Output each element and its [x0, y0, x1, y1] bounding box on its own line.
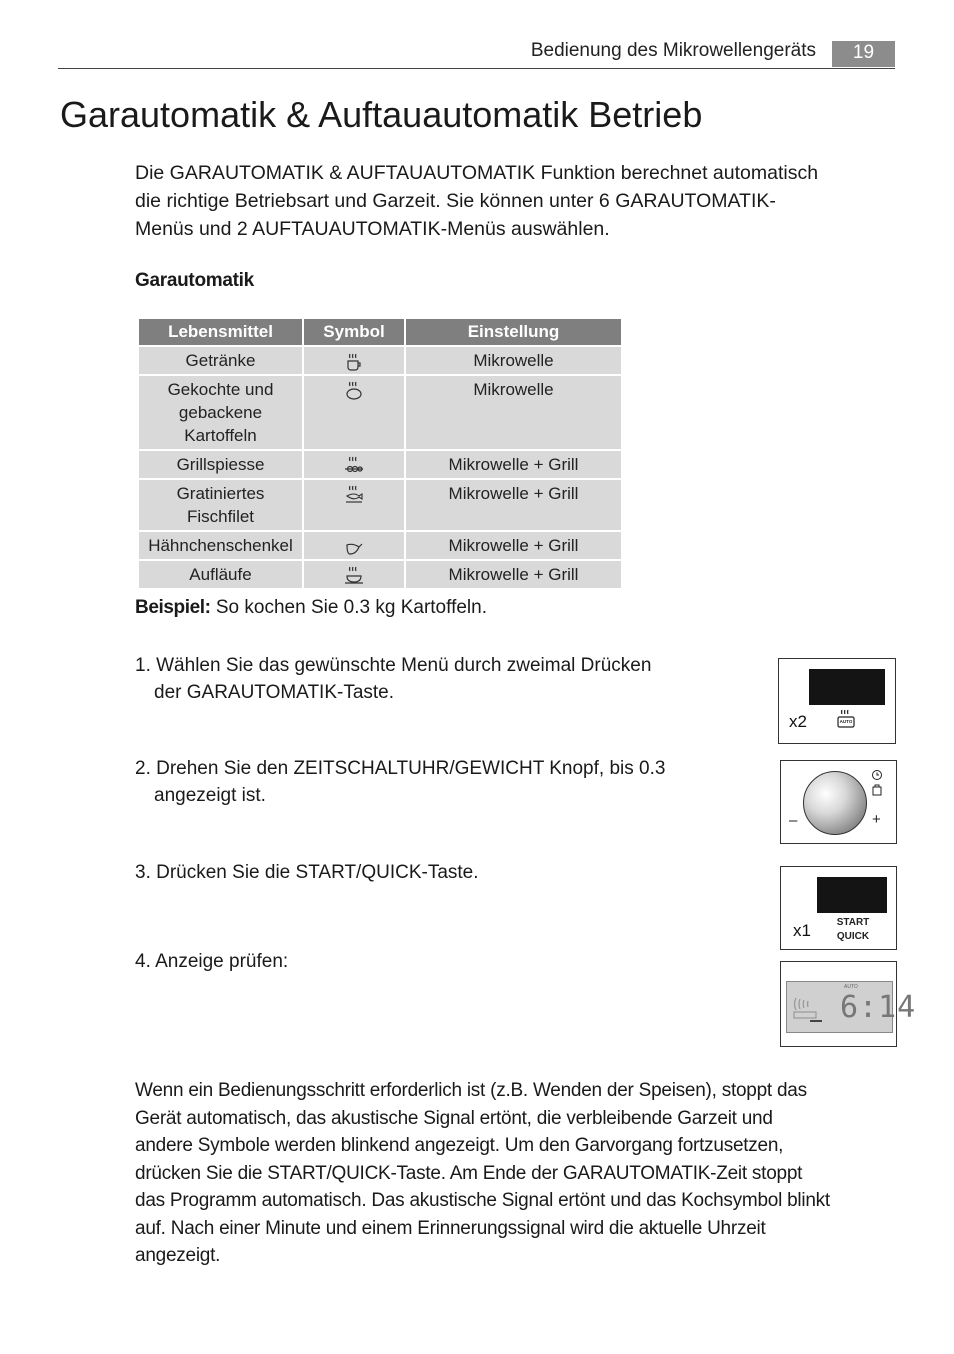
auto-button[interactable] [836, 709, 856, 729]
potato-icon [344, 381, 364, 401]
food-cell: Aufläufe [139, 561, 302, 588]
header-rule [58, 68, 895, 69]
sound-cook-icon [790, 994, 824, 1024]
auto-button-panel [778, 658, 896, 744]
table-row [139, 532, 621, 559]
timer-weight-knob[interactable] [803, 771, 867, 835]
auto-cook-table [137, 317, 623, 590]
setting-cell: Mikrowelle [406, 376, 621, 449]
column-header-setting: Einstellung [406, 319, 621, 345]
auto-label: AUTO [839, 719, 853, 724]
table-row [139, 347, 621, 374]
table-header-row [139, 319, 621, 345]
step-text: 2. Drehen Sie den ZEITSCHALTUHR/GEWICHT Knopf, bis 0.3 [135, 758, 666, 779]
minus-label: – [789, 812, 798, 829]
press-count: x1 [793, 921, 811, 940]
lcd-time: 6:14 [840, 990, 917, 1025]
step-3 [135, 859, 479, 886]
food-cell: Getränke [139, 347, 302, 374]
step-text: 3. Drücken Sie die START/QUICK-Taste. [135, 862, 479, 883]
step-text: 1. Wählen Sie das gewünschte Menü durch zweimal Drücken [135, 655, 652, 676]
example-line [135, 597, 487, 619]
lcd-panel [780, 961, 917, 1047]
quick-label: QUICK [836, 931, 870, 942]
start-label: START [836, 917, 870, 928]
body-paragraph: Wenn ein Bedienungsschritt erforderlich ist (z.B. Wenden der Speisen), stoppt das Gerät automatisch, das akustische Signal ertönt, die verbleibende Garzeit und andere Symbole werden blinkend angezeigt. Um den Garvorgang fortzusetzen, drücken Sie die START/QUICK-Taste. Am Ende der GARAUTOMATIK-Zeit stoppt das Programm automatisch. Das akustische Signal ertönt und das Kochsymbol blinkt auf. Nach einer Minute und einem Erinnerungssignal wird die aktuelle Uhrzeit angezeigt. [135, 1080, 830, 1266]
intro-paragraph: Die GARAUTOMATIK & AUFTAUAUTOMATIK Funktion berechnet automatisch die richtige Betriebsart und Garzeit. Sie können unter 6 GARAUTOMATIK-Menüs und 2 AUFTAUAUTOMATIK-Menüs auswählen. [135, 162, 819, 240]
symbol-cell [304, 376, 404, 449]
page-title: Garautomatik & Auftauautomatik Betrieb [60, 94, 703, 135]
symbol-cell [304, 532, 404, 559]
clock-weight-icon [871, 769, 883, 799]
casserole-icon [344, 566, 364, 586]
knob-panel [780, 760, 897, 844]
step-text: 4. Anzeige prüfen: [135, 951, 289, 972]
table-row [139, 376, 621, 449]
step-text-continued: der GARAUTOMATIK-Taste. [154, 682, 395, 703]
lcd-display [786, 981, 917, 1033]
setting-cell: Mikrowelle [406, 347, 621, 374]
food-cell: Hähnchenschenkel [139, 532, 302, 559]
table-row [139, 561, 621, 588]
example-label: Beispiel: [135, 597, 211, 618]
step-1 [135, 652, 651, 706]
symbol-cell [304, 451, 404, 478]
lcd-auto-label: AUTO [844, 984, 858, 990]
drink-icon [344, 352, 364, 372]
column-header-symbol: Symbol [304, 319, 404, 345]
symbol-cell [304, 480, 404, 530]
subheading: Garautomatik [135, 270, 254, 291]
step-text-continued: angezeigt ist. [154, 785, 266, 806]
fish-icon [344, 485, 364, 505]
start-button-panel [780, 866, 897, 950]
example-text: So kochen Sie 0.3 kg Kartoffeln. [210, 597, 487, 618]
table-row [139, 480, 621, 530]
step-4 [135, 948, 288, 975]
page-number: 19 [832, 41, 895, 67]
food-cell: Gekochte und gebackene Kartoffeln [139, 376, 302, 449]
setting-cell: Mikrowelle + Grill [406, 532, 621, 559]
display-screen [809, 669, 885, 705]
start-quick-button[interactable] [831, 916, 875, 944]
symbol-cell [304, 347, 404, 374]
setting-cell: Mikrowelle + Grill [406, 451, 621, 478]
food-cell: Gratiniertes Fischfilet [139, 480, 302, 530]
table-row [139, 451, 621, 478]
chicken-icon [344, 537, 364, 557]
symbol-cell [304, 561, 404, 588]
section-title: Bedienung des Mikrowellengeräts [530, 40, 816, 61]
step-2 [135, 755, 665, 809]
setting-cell: Mikrowelle + Grill [406, 561, 621, 588]
skewer-icon [344, 456, 364, 476]
press-count: x2 [789, 712, 807, 731]
setting-cell: Mikrowelle + Grill [406, 480, 621, 530]
food-cell: Grillspiesse [139, 451, 302, 478]
display-screen [817, 877, 887, 913]
plus-label: + [872, 811, 881, 828]
column-header-food: Lebensmittel [139, 319, 302, 345]
